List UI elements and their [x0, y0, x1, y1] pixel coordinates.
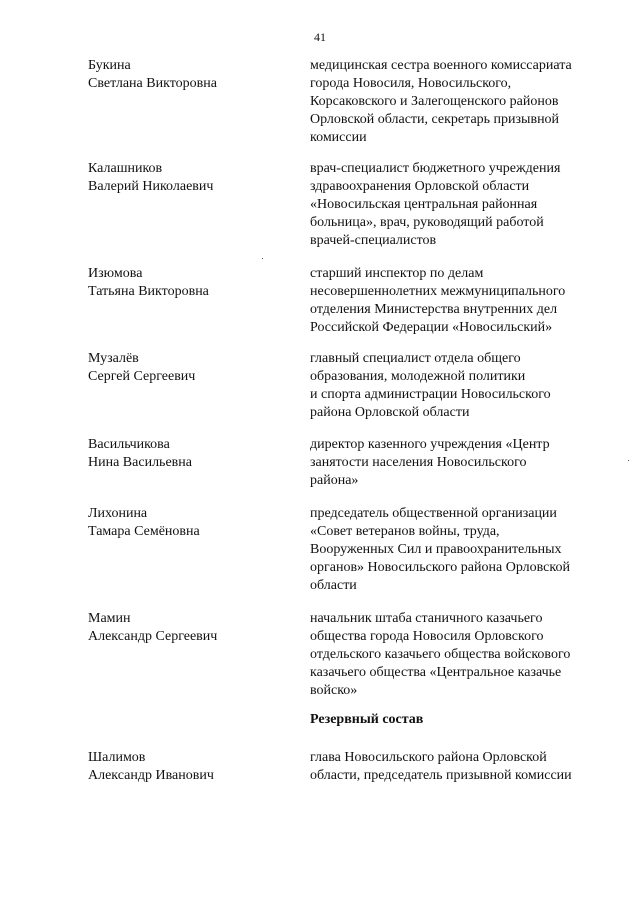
role-line: медицинская сестра военного комиссариата	[310, 58, 572, 73]
member-role	[310, 265, 600, 337]
page-number: 41	[314, 30, 326, 44]
member-surname: Изюмова	[88, 266, 143, 281]
role-line: войско»	[310, 683, 358, 698]
member-surname: Музалёв	[88, 351, 139, 366]
role-line: глава Новосильского района Орловской	[310, 750, 547, 765]
role-line: казачьего общества «Центральное казачье	[310, 665, 562, 680]
member-name	[88, 350, 298, 386]
role-line: старший инспектор по делам	[310, 266, 484, 281]
member-name	[88, 505, 298, 541]
role-line: отдельского казачьего общества войскового	[310, 647, 571, 662]
member-name	[88, 749, 298, 785]
role-line: области	[310, 578, 357, 593]
member-role	[310, 57, 600, 147]
member-name	[88, 436, 298, 472]
member-given-names: Александр Иванович	[88, 768, 214, 783]
role-line: образования, молодежной политики	[310, 369, 526, 384]
member-role	[310, 610, 600, 700]
member-given-names: Светлана Викторовна	[88, 76, 217, 91]
member-given-names: Валерий Николаевич	[88, 179, 214, 194]
member-given-names: Тамара Семёновна	[88, 524, 200, 539]
member-surname: Букина	[88, 58, 131, 73]
role-line: комиссии	[310, 130, 367, 145]
role-line: отделения Министерства внутренних дел	[310, 302, 558, 317]
role-line: города Новосиля, Новосильского,	[310, 76, 512, 91]
role-line: «Совет ветеранов войны, труда,	[310, 524, 500, 539]
role-line: органов» Новосильского района Орловской	[310, 560, 570, 575]
member-given-names: Александр Сергеевич	[88, 629, 218, 644]
role-line: Корсаковского и Залегощенского районов	[310, 94, 559, 109]
role-line: врачей-специалистов	[310, 233, 437, 248]
member-surname: Васильчикова	[88, 437, 170, 452]
member-role	[310, 436, 600, 490]
member-role	[310, 505, 600, 595]
role-line: несовершеннолетних межмуниципального	[310, 284, 566, 299]
role-line: района»	[310, 473, 359, 488]
member-surname: Калашников	[88, 161, 163, 176]
member-role	[310, 160, 600, 250]
member-role	[310, 350, 600, 422]
member-name	[88, 160, 298, 196]
role-line: директор казенного учреждения «Центр	[310, 437, 550, 452]
role-line: «Новосильская центральная районная	[310, 197, 538, 212]
member-surname: Шалимов	[88, 750, 146, 765]
role-line: общества города Новосиля Орловского	[310, 629, 544, 644]
member-given-names: Сергей Сергеевич	[88, 369, 196, 384]
role-line: области, председатель призывной комиссии	[310, 768, 572, 783]
member-name	[88, 265, 298, 301]
reserve-heading: Резервный состав	[310, 712, 424, 727]
member-surname: Лихонина	[88, 506, 148, 521]
role-line: Орловской области, секретарь призывной	[310, 112, 560, 127]
scan-speck	[262, 258, 263, 259]
role-line: начальник штаба станичного казачьего	[310, 611, 543, 626]
member-name	[88, 610, 298, 646]
role-line: здравоохранения Орловской области	[310, 179, 530, 194]
role-line: больница», врач, руководящий работой	[310, 215, 544, 230]
role-line: Вооруженных Сил и правоохранительных	[310, 542, 562, 557]
member-given-names: Татьяна Викторовна	[88, 284, 209, 299]
role-line: занятости населения Новосильского	[310, 455, 527, 470]
role-line: района Орловской области	[310, 405, 470, 420]
member-given-names: Нина Васильевна	[88, 455, 192, 470]
role-line: и спорта администрации Новосильского	[310, 387, 551, 402]
member-name	[88, 57, 298, 93]
role-line: председатель общественной организации	[310, 506, 557, 521]
role-line: главный специалист отдела общего	[310, 351, 521, 366]
role-line: врач-специалист бюджетного учреждения	[310, 161, 561, 176]
scan-speck	[628, 460, 629, 461]
role-line: Российской Федерации «Новосильский»	[310, 320, 553, 335]
member-role	[310, 749, 600, 785]
member-surname: Мамин	[88, 611, 131, 626]
